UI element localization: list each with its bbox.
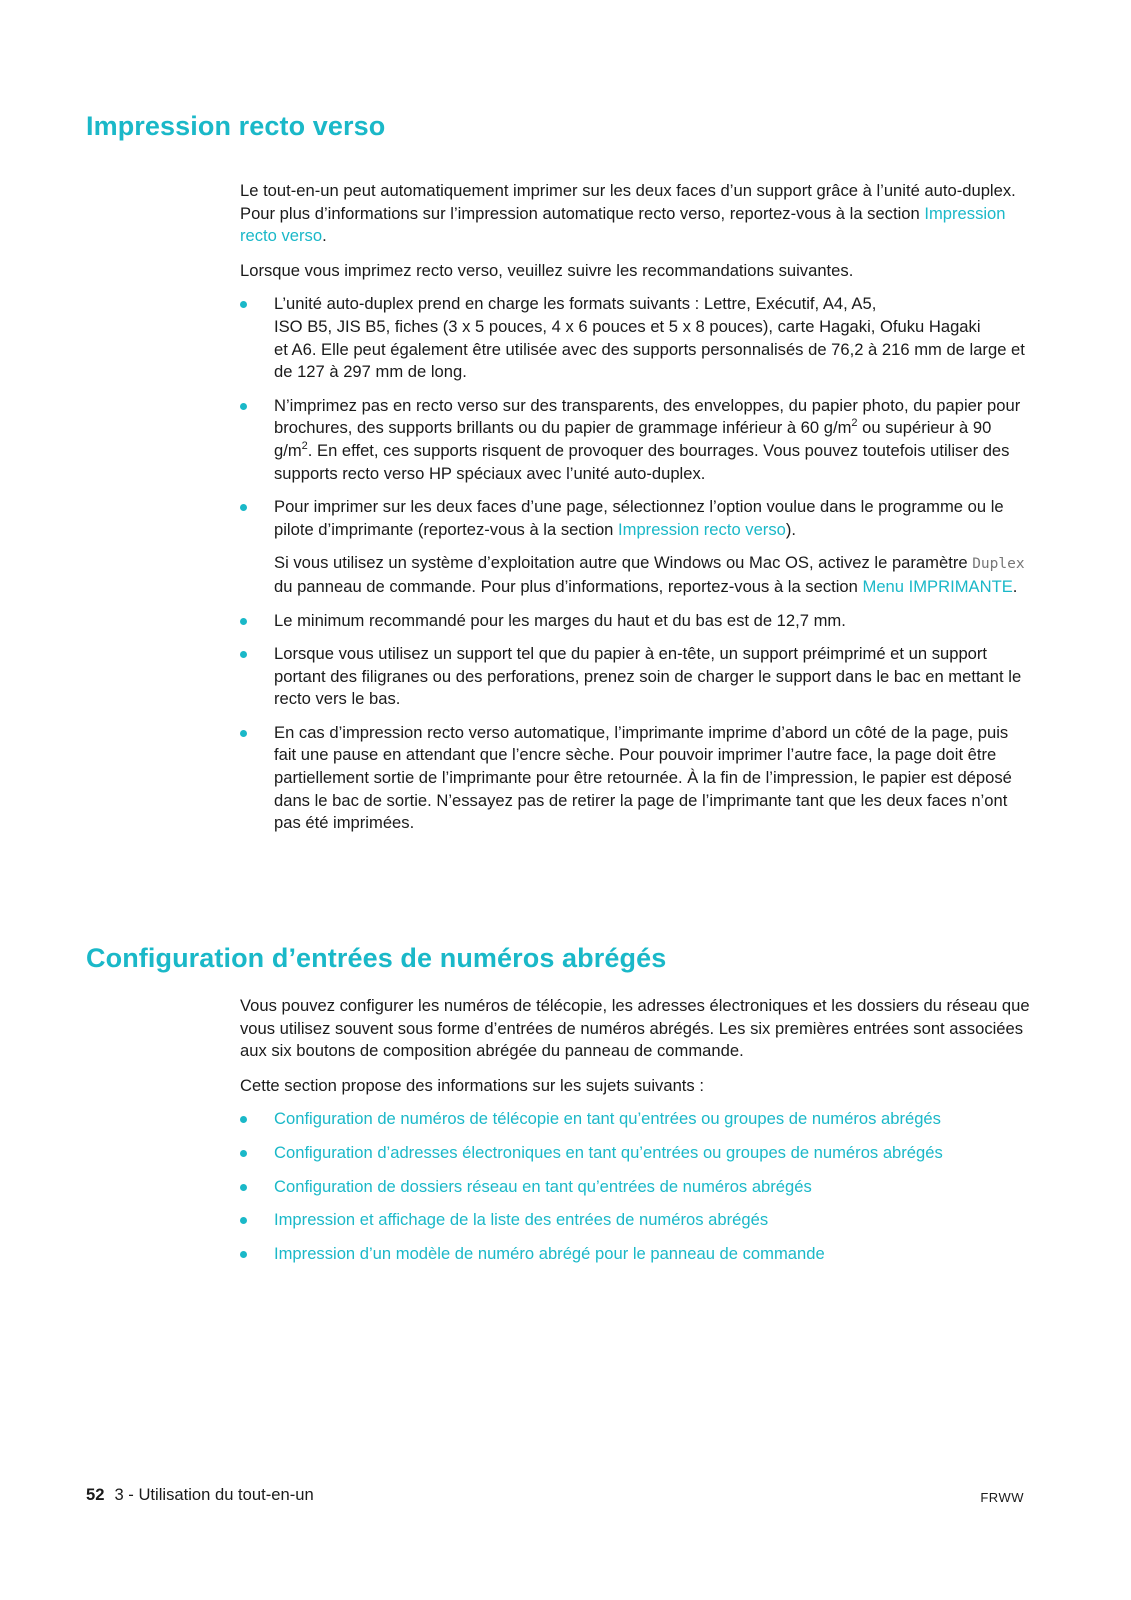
duplex-recommendations-list xyxy=(240,293,1030,834)
bullet-icon xyxy=(240,403,247,410)
chapter-title: 3 - Utilisation du tout-en-un xyxy=(114,1485,314,1504)
duplex-setting-code: Duplex xyxy=(972,556,1025,573)
list-item: N’imprimez pas en recto verso sur des transparents, des enveloppes, du papier photo, du papier pour brochures, des supports brillants ou du papier de grammage inférieur à 60 $g/m^2$ ou supérieur à 90 $g/m^2$. En effet, ces supports risquent de provoquer des bourrages. Vous pouvez toutefois utiliser des supports recto verso HP spéciaux avec l’unité auto-duplex. xyxy=(240,395,1030,485)
section-speed-dial-body xyxy=(240,995,1030,1265)
section-title-duplex: Impression recto verso xyxy=(86,111,386,141)
recommendations-intro: Lorsque vous imprimez recto verso, veuillez suivre les recommandations suivantes. xyxy=(240,260,854,280)
bullet-icon xyxy=(240,651,247,658)
section-duplex-body xyxy=(240,180,1030,835)
link-printer-menu[interactable]: Menu IMPRIMANTE xyxy=(862,576,1013,596)
topics-intro: Cette section propose des informations sur les sujets suivants : xyxy=(240,1075,704,1095)
bullet-icon xyxy=(240,1116,247,1123)
page-footer xyxy=(86,1485,314,1505)
list-item: Lorsque vous utilisez un support tel que du papier à en-tête, un support préimprimé et un support portant des filigranes ou des perforations, prenez soin de charger le support dans le bac en mettant le recto vers le bas. xyxy=(240,643,1030,711)
topic-link-email-speed-dial[interactable]: Configuration d’adresses électroniques en tant qu’entrées ou groupes de numéros abrégés xyxy=(240,1142,1030,1165)
topic-link-network-folder-speed-dial[interactable]: Configuration de dossiers réseau en tant qu’entrées de numéros abrégés xyxy=(240,1176,1030,1199)
topic-link-fax-speed-dial[interactable]: Configuration de numéros de télécopie en tant qu’entrées ou groupes de numéros abrégés xyxy=(240,1108,1030,1131)
bullet-icon xyxy=(240,730,247,737)
bullet-icon xyxy=(240,1184,247,1191)
section-title-speed-dial: Configuration d’entrées de numéros abrégés xyxy=(86,943,667,973)
bullet-icon xyxy=(240,1217,247,1224)
locale-code: FRWW xyxy=(980,1490,1024,1505)
bullet-icon xyxy=(240,301,247,308)
list-item: Le minimum recommandé pour les marges du haut et du bas est de 12,7 mm. xyxy=(240,610,1030,633)
list-item: En cas d’impression recto verso automatique, l’imprimante imprime d’abord un côté de la page, puis fait une pause en attendant que l’encre sèche. Pour pouvoir imprimer l’autre face, la page doit être partiellement sortie de l’imprimante pour être retournée. À la fin de l’impression, le papier est déposé dans le bac de sortie. N’essayez pas de retirer la page de l’imprimante tant que les deux faces n’ont pas été imprimées. xyxy=(240,722,1030,835)
page-number: 52 xyxy=(86,1485,105,1504)
bullet-icon xyxy=(240,1251,247,1258)
link-duplex-printing[interactable]: Impression recto verso xyxy=(618,519,786,539)
list-item: Pour imprimer sur les deux faces d’une page, sélectionnez l’option voulue dans le programme ou le pilote d’imprimante (reportez-vous à la section Impression recto verso). Si vous utilisez un système d’exploitation autre que Windows ou Mac OS, activez le paramètre Duplex du panneau de commande. Pour plus d’informations, reportez-vous à la section Menu IMPRIMANTE. xyxy=(240,496,1030,598)
topics-link-list xyxy=(240,1108,1030,1265)
intro-paragraph: Le tout-en-un peut automatiquement imprimer sur les deux faces d’un support grâce à l’unité auto-duplex. Pour plus d’informations sur l’impression automatique recto verso, reportez-vous à la section Impression recto verso. xyxy=(240,181,1016,246)
link-duplex-printing[interactable]: Impression recto verso xyxy=(240,203,1006,246)
bullet-icon xyxy=(240,504,247,511)
topic-link-print-speed-dial-list[interactable]: Impression et affichage de la liste des entrées de numéros abrégés xyxy=(240,1209,1030,1232)
list-item: L’unité auto-duplex prend en charge les formats suivants : Lettre, Exécutif, A4, A5, ISO B5, JIS B5, fiches (3 x 5 pouces, 4 x 6 pouces et 5 x 8 pouces), carte Hagaki, Ofuku Hagaki et A6. Elle peut également être utilisée avec des supports personnalisés de 76,2 à 216 mm de large et de 127 à 297 mm de long. xyxy=(240,293,1030,383)
speed-dial-intro: Vous pouvez configurer les numéros de télécopie, les adresses électroniques et les dossiers du réseau que vous utilisez souvent sous forme d’entrées de numéros abrégés. Les six premières entrées sont associées aux six boutons de composition abrégée du panneau de commande. xyxy=(240,996,1030,1061)
topic-link-print-speed-dial-template[interactable]: Impression d’un modèle de numéro abrégé pour le panneau de commande xyxy=(240,1243,1030,1266)
bullet-icon xyxy=(240,618,247,625)
bullet-icon xyxy=(240,1150,247,1157)
